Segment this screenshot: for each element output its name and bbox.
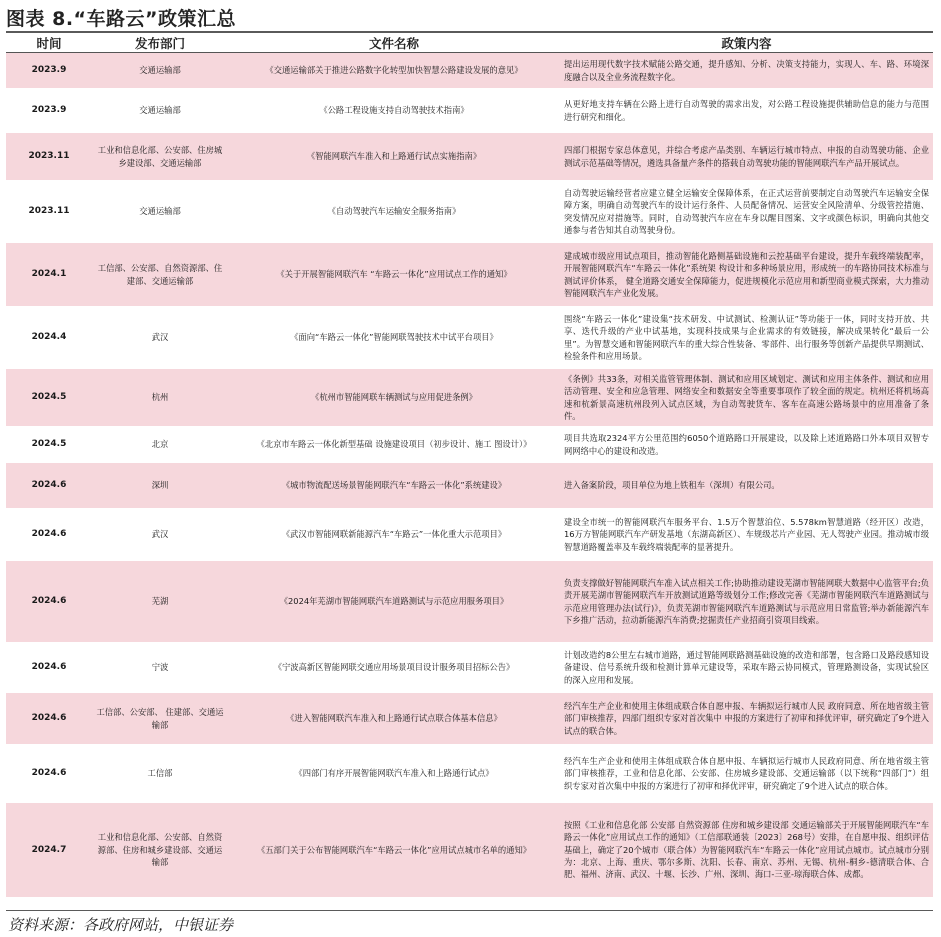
header-row — [6, 34, 933, 53]
table-row — [6, 181, 933, 243]
cell-time: 2024.1 — [6, 243, 92, 307]
cell-time: 2024.4 — [6, 307, 92, 369]
cell-time: 2023.9 — [6, 89, 92, 133]
table-row — [6, 243, 933, 307]
header-content: 政策内容 — [560, 34, 933, 53]
table-row — [6, 463, 933, 509]
source-note: 资料来源：各政府网站，中银证券 — [8, 916, 234, 934]
cell-content: 从更好地支持车辆在公路上进行自动驾驶的需求出发，对公路工程设施提供辅助信息的能力与范围进行研究和细化。 — [560, 89, 933, 133]
cell-file: 《面向“车路云一体化”智能网联驾驶技术中试平台项目》 — [228, 307, 560, 369]
table-row — [6, 561, 933, 643]
table-row — [6, 803, 933, 897]
cell-content: 四部门根据专家总体意见，并综合考虑产品类别、车辆运行城市特点、申报的自动驾驶功能、企业测试示范基础等情况，遴选具备量产条件的搭载自动驾驶功能的智能网联汽车产品开展试点。 — [560, 133, 933, 181]
cell-dept: 工信部、公安部、自然资源部、住建部、交通运输部 — [92, 243, 228, 307]
cell-content: 自动驾驶运输经营者应建立健全运输安全保障体系，在正式运营前要制定自动驾驶汽车运输安全保障方案，明确自动驾驶汽车的设计运行条件、人员配备情况、运营安全风险清单、分级管控措施、突发情况应对措施等。同时，自动驾驶汽车应在车身以醒目图案、文字或颜色标识，明确向其他交通参与者告知其自动驾驶身份。 — [560, 181, 933, 243]
cell-dept: 交通运输部 — [92, 89, 228, 133]
cell-dept: 北京 — [92, 427, 228, 463]
cell-file: 《自动驾驶汽车运输安全服务指南》 — [228, 181, 560, 243]
cell-time: 2024.6 — [6, 463, 92, 509]
cell-dept: 工业和信息化部、公安部、住房城乡建设部、交通运输部 — [92, 133, 228, 181]
cell-dept: 武汉 — [92, 509, 228, 561]
cell-file: 《城市物流配送场景智能网联汽车“车路云一体化”系统建设》 — [228, 463, 560, 509]
table-row — [6, 643, 933, 693]
cell-time: 2024.6 — [6, 509, 92, 561]
table-row — [6, 693, 933, 745]
table-row — [6, 745, 933, 803]
cell-content: 建设全市统一的智能网联汽车服务平台、1.5万个智慧泊位、5.578km智慧道路（经开区）改造，16万方智能网联汽车产研发基地（东湖高新区）、车规级芯片产业园、无人驾驶产业园。推动城市级智慧道路覆盖率及车载终端装配率的显著提升。 — [560, 509, 933, 561]
cell-time: 2024.7 — [6, 803, 92, 897]
cell-content: 提出运用现代数字技术赋能公路交通，提升感知、分析、决策支持能力，实现人、车、路、环境深度融合以及全业务流程数字化。 — [560, 53, 933, 89]
cell-dept: 宁波 — [92, 643, 228, 693]
top-rule — [6, 31, 933, 33]
cell-content: 经汽车生产企业和使用主体组成联合体自愿申报、车辆拟运行城市人民政府同意、所在地省级主管部门审核推荐，工业和信息化部、公安部、住房城乡建设部、交通运输部（以下统称“四部门”）组织专家对首次集中申报的方案进行了初审和择优评审，研究确定了9个进入试点的联合体。 — [560, 745, 933, 803]
cell-dept: 工业和信息化部、公安部、自然资源部、住房和城乡建设部、交通运输部 — [92, 803, 228, 897]
cell-file: 《杭州市智能网联车辆测试与应用促进条例》 — [228, 369, 560, 427]
cell-time: 2024.6 — [6, 643, 92, 693]
chart-title: 图表 8.“车路云”政策汇总 — [6, 8, 237, 30]
cell-time: 2024.6 — [6, 693, 92, 745]
cell-content: 按照《工业和信息化部 公安部 自然资源部 住房和城乡建设部 交通运输部关于开展智能网联汽车“车路云一体化”应用试点工作的通知》（工信部联通装〔2023〕268号）安排，在自愿申报、组织评估基础上，确定了20个城市（联合体）为智能网联汽车“车路云一体化”应用试点城市。试点城市分别为：北京、上海、重庆、鄂尔多斯、沈阳、长春、南京、苏州、无锡、杭州-桐乡-德清联合体、合肥、福州、济南、武汉、十堰、长沙、广州、深圳、海口-三亚-琼海联合体、成都。 — [560, 803, 933, 897]
header-dept: 发布部门 — [92, 34, 228, 53]
cell-dept: 杭州 — [92, 369, 228, 427]
table-row — [6, 427, 933, 463]
cell-time: 2023.11 — [6, 181, 92, 243]
table-row — [6, 53, 933, 89]
cell-content: 建成城市级应用试点项目，推动智能化路侧基础设施和云控基础平台建设，提升车载终端装配率，开展智能网联汽车“车路云一体化”系统架 构设计和多种场景应用，形成统一的车路协同技术标准与测试评价体系， 健全道路交通安全保障能力，促进规模化示范应用和新型商业模式探索，大力推动智能网联汽车产业化发展。 — [560, 243, 933, 307]
cell-time: 2024.5 — [6, 369, 92, 427]
cell-file: 《公路工程设施支持自动驾驶技术指南》 — [228, 89, 560, 133]
cell-content: 进入备案阶段，项目单位为地上铁租车（深圳）有限公司。 — [560, 463, 933, 509]
cell-file: 《2024年芜湖市智能网联汽车道路测试与示范应用服务项目》 — [228, 561, 560, 643]
cell-time: 2023.11 — [6, 133, 92, 181]
cell-file: 《关于开展智能网联汽车 “车路云一体化”应用试点工作的通知》 — [228, 243, 560, 307]
cell-file: 《宁波高新区智能网联交通应用场景项目设计服务项目招标公告》 — [228, 643, 560, 693]
table-row — [6, 89, 933, 133]
cell-dept: 芜湖 — [92, 561, 228, 643]
header-time: 时间 — [6, 34, 92, 53]
cell-file: 《五部门关于公布智能网联汽车“车路云一体化”应用试点城市名单的通知》 — [228, 803, 560, 897]
cell-file: 《四部门有序开展智能网联汽车准入和上路通行试点》 — [228, 745, 560, 803]
cell-content: 项目共选取2324平方公里范围约6050个道路路口开展建设，以及除上述道路路口外本项目双智专网网络中心的建设和改造。 — [560, 427, 933, 463]
cell-content: 《条例》共33条，对相关监管管理体制、测试和应用区域划定、测试和应用主体条件、测试和应用活动管理、安全和应急管理、网络安全和数据安全等重要事项作了较全面的规定。杭州还将机场高速和杭新景高速杭州段列入试点区域，为自动驾驶货车、客车在高速公路场景中的应用准备了条件。 — [560, 369, 933, 427]
bottom-rule — [6, 910, 933, 911]
header-file: 文件名称 — [228, 34, 560, 53]
cell-time: 2024.6 — [6, 745, 92, 803]
cell-dept: 武汉 — [92, 307, 228, 369]
cell-dept: 深圳 — [92, 463, 228, 509]
cell-file: 《北京市车路云一体化新型基础 设施建设项目（初步设计、施工 图设计）》 — [228, 427, 560, 463]
table-row — [6, 133, 933, 181]
cell-file: 《智能网联汽车准入和上路通行试点实施指南》 — [228, 133, 560, 181]
table-row — [6, 307, 933, 369]
cell-time: 2023.9 — [6, 53, 92, 89]
cell-content: 围绕“车路云一体化”建设集“技术研发、中试测试、检测认证”等功能于一体，同时支持开放、共享、迭代升级的产业中试基地，实现科技成果与企业需求的有效链接，解决成果转化“最后一公里”。为智慧交通和智能网联汽车的重大综合性装备、零部件、出行服务等创新产品提供早期测试、检验条件和应用场景。 — [560, 307, 933, 369]
table-row — [6, 369, 933, 427]
cell-time: 2024.5 — [6, 427, 92, 463]
cell-dept: 交通运输部 — [92, 181, 228, 243]
cell-content: 负责支撑做好智能网联汽车准入试点相关工作;协助推动建设芜湖市智能网联大数据中心监管平台;负责开展芜湖市智能网联汽车开放测试道路等级划分工作;修改完善《芜湖市智能网联汽车道路测试与示范应用管理办法(试行)》，负责芜湖市智能网联汽车道路测试与示范应用日常监管;举办新能源汽车下乡推广活动，拉动新能源汽车消费;挖掘责任产业招商引资项目线索。 — [560, 561, 933, 643]
cell-content: 经汽车生产企业和使用主体组成联合体自愿申报、车辆拟运行城市人民 政府同意、所在地省级主管部门审核推荐，四部门组织专家对首次集中 申报的方案进行了初审和择优评审，研究确定了9个进入试点的联合体。 — [560, 693, 933, 745]
cell-dept: 工信部、公安部、 住建部、交通运输部 — [92, 693, 228, 745]
cell-content: 计划改造约8公里左右城市道路，通过智能网联路测基础设施的改造和部署，包含路口及路段感知设备建设、信号系统升级和检测计算单元建设等，采取车路云协同模式，管理路测设备，实现试验区的深入应用和发展。 — [560, 643, 933, 693]
cell-file: 《交通运输部关于推进公路数字化转型加快智慧公路建设发展的意见》 — [228, 53, 560, 89]
cell-dept: 交通运输部 — [92, 53, 228, 89]
cell-dept: 工信部 — [92, 745, 228, 803]
cell-file: 《武汉市智能网联新能源汽车“车路云”一体化重大示范项目》 — [228, 509, 560, 561]
cell-time: 2024.6 — [6, 561, 92, 643]
cell-file: 《进入智能网联汽车准入和上路通行试点联合体基本信息》 — [228, 693, 560, 745]
table-row — [6, 509, 933, 561]
policy-table — [6, 34, 933, 897]
